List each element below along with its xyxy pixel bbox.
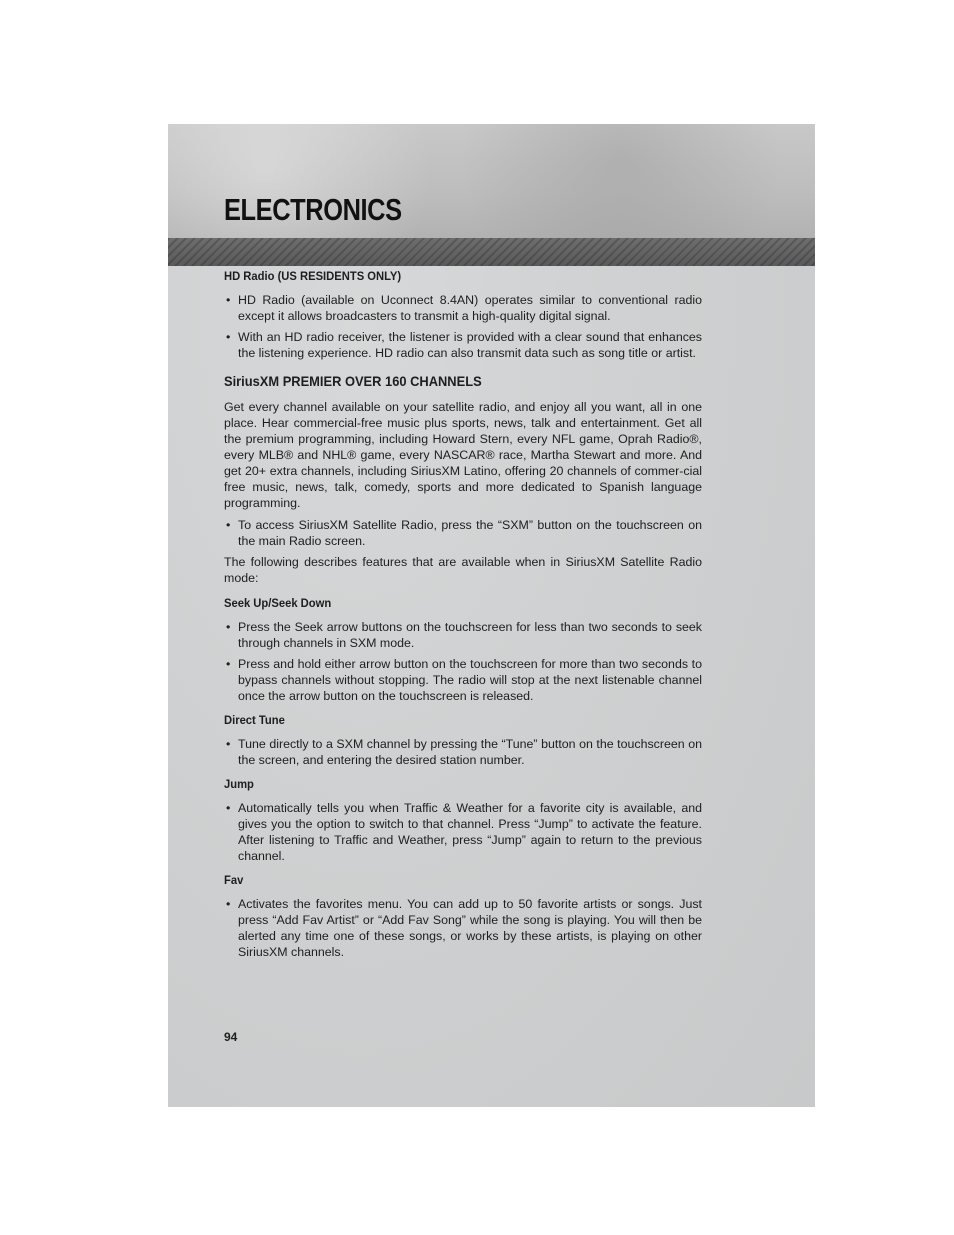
list-item: • HD Radio (available on Uconnect 8.4AN) operates similar to conventional radio except it allows broadcasters to transmit a high-quality digital signal. xyxy=(226,293,702,323)
direct-tune-list xyxy=(224,736,702,768)
hd-radio-list xyxy=(224,292,702,361)
siriusxm-intro: Get every channel available on your satellite radio, and enjoy all you want, all in one place. Hear commercial-free music plus sports, news, talk and entertainment. Get all the premium programming, including Howard Stern, every NFL game, Oprah Radio®, every MLB® and NHL® game, every NASCAR® race, Martha Stewart and more. And get 20+ extra channels, including SiriusXM Latino, offering 20 channels of commer-cial free music, news, talk, comedy, sports and more dedicated to Spanish language programming. xyxy=(224,400,702,510)
siriusxm-heading: SiriusXM PREMIER OVER 160 CHANNELS xyxy=(224,373,482,389)
jump-heading: Jump xyxy=(224,777,254,791)
features-intro: The following describes features that are available when in SiriusXM Satellite Radio mode: xyxy=(224,555,702,585)
list-item: • Press the Seek arrow buttons on the touchscreen for less than two seconds to seek through channels in SXM mode. xyxy=(226,620,702,650)
section-title: ELECTRONICS xyxy=(224,192,402,227)
jump-list xyxy=(224,800,702,864)
page-number: 94 xyxy=(224,1030,238,1044)
list-item: • With an HD radio receiver, the listener is provided with a clear sound that enhances the listening experience. HD radio can also transmit data such as song title or artist. xyxy=(226,330,702,360)
manual-page xyxy=(168,124,815,1107)
list-item: • To access SiriusXM Satellite Radio, press the “SXM” button on the touchscreen on the main Radio screen. xyxy=(226,518,702,548)
section-header-banner xyxy=(168,124,815,238)
fav-heading: Fav xyxy=(224,873,244,887)
hd-radio-heading: HD Radio (US RESIDENTS ONLY) xyxy=(224,269,402,283)
list-item: • Activates the favorites menu. You can add up to 50 favorite artists or songs. Just press “Add Fav Artist” or “Add Fav Song” while the song is playing. You will then be alerted any time one of these songs, or works by these artists, is playing on other SiriusXM channels. xyxy=(226,897,702,959)
seek-list xyxy=(224,619,702,704)
seek-heading: Seek Up/Seek Down xyxy=(224,596,332,610)
list-item: • Press and hold either arrow button on the touchscreen for more than two seconds to bypass channels without stopping. The radio will stop at the next listenable channel once the arrow button on the touchscreen is released. xyxy=(226,657,702,703)
page-content xyxy=(224,268,702,965)
list-item: • Automatically tells you when Traffic & Weather for a favorite city is available, and gives you the option to switch to that channel. Press “Jump” to activate the feature. After listening to Traffic and Weather, press “Jump” again to return to the previous channel. xyxy=(226,801,702,863)
list-item: • Tune directly to a SXM channel by pressing the “Tune” button on the touchscreen on the screen, and entering the desired station number. xyxy=(226,737,702,767)
header-stripe xyxy=(168,238,815,266)
direct-tune-heading: Direct Tune xyxy=(224,713,285,727)
siriusxm-access-list xyxy=(224,517,702,549)
fav-list xyxy=(224,896,702,960)
